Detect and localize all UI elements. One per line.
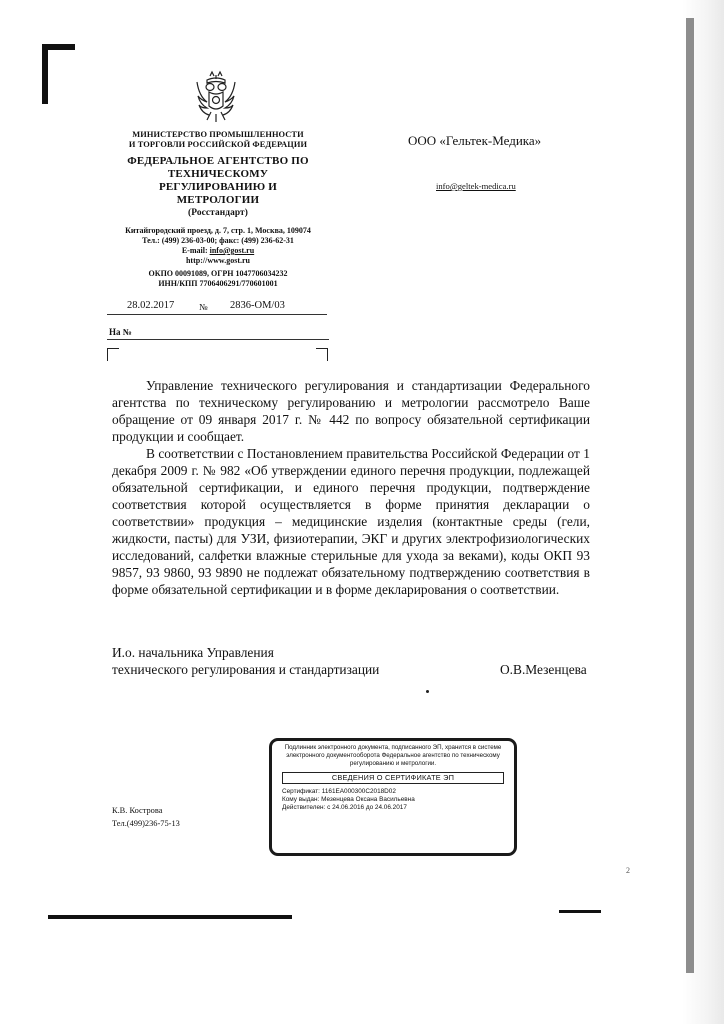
ministry-line-1: МИНИСТЕРСТВО ПРОМЫШЛЕННОСТИ [132,130,304,139]
bottom-scan-line-left [48,915,292,919]
corner-bracket-vertical [42,44,48,104]
stamp-note: Подлинник электронного документа, подписанного ЭП, хранится в системе электронного документооборота Федеральное агентство по техническому регулированию и метрологии. [284,744,502,768]
registration-number: 2836-ОМ/03 [230,300,285,311]
agency-phones: Тел.: (499) 236-03-00; факс: (499) 236-62-31 [142,236,294,245]
speck-mark [426,690,429,693]
electronic-signature-stamp [269,738,517,856]
agency-email-link[interactable]: info@gost.ru [209,246,255,255]
stamp-issued-to-value: Мезенцева Оксана Васильевна [321,796,415,804]
reply-label: На № [109,327,132,337]
agency-okpo: ОКПО 00091089, ОГРН 1047706034232 [148,269,288,278]
corner-bracket-horizontal [42,44,75,50]
bottom-scan-line-right [559,910,601,913]
body-paragraph-1: Управление технического регулирования и стандартизации Федерального агентства по техническому регулированию и метрологии рассмотрело Ваше обращение от 09 января 2017 г. № 442 по вопросу обязательной сертификации продукции и сообщает. [112,378,590,444]
stamp-certificate-value: 1161EA000300C2018D02 [321,787,396,795]
signature-title-line-2: технического регулирования и стандартизации [112,662,380,677]
stamp-issued-to-label: Кому выдан: [282,796,320,804]
reply-underline [107,339,329,340]
stamp-valid-value: с 24.06.2016 до 24.06.2017 [327,804,407,812]
page-mark: 2 [626,866,630,875]
executor-name: К.В. Кострова [112,806,163,815]
stamp-valid-label: Действителен: [282,804,326,812]
stamp-certificate-label: Сертификат: [282,787,320,795]
stamp-valid [282,804,504,812]
scan-edge-bar [686,18,694,973]
agency-inn: ИНН/КПП 7706406291/770601001 [158,279,278,288]
registration-underline [107,314,327,315]
signatory-name: О.В.Мезенцева [500,662,587,677]
agency-line-3: МЕТРОЛОГИИ [176,194,260,206]
agency-line-2: ТЕХНИЧЕСКОМУ РЕГУЛИРОВАНИЮ И [158,168,278,193]
body-paragraph-2: В соответствии с Постановлением правительства Российской Федерации от 1 декабря 2009 г. № 982 «Об утверждении единого перечня продукции, подлежащей обязательной сертификации, и единого перечня продукции, подтверждение соответствия которой осуществляется в форме принятия декларации о соответствии» продукция – медицинские изделия (контактные среды (гели, жидкости, пасты) для УЗИ, физиотерапии, ЭКГ и других электрофизиологических исследований, салфетки влажные стерильные для ухода за веками), коды ОКП 93 9857, 93 9860, 93 9890 не подлежат обязательному подтверждению соответствия в форме обязательной сертификации и в форме декларирования о соответствии. [112,446,590,597]
letterhead-block [118,130,318,289]
agency-short-name: (Росстандарт) [188,208,248,218]
letter-body [112,377,590,598]
addressee-name: ООО «Гельтек-Медика» [408,133,542,148]
signature-title-line-1: И.о. начальника Управления [112,645,274,660]
agency-website-link[interactable]: http://www.gost.ru [185,256,250,265]
ministry-line-2: И ТОРГОВЛИ РОССИЙСКОЙ ФЕДЕРАЦИИ [128,140,308,149]
stamp-certificate [282,788,504,796]
executor-phone: Тел.(499)236-75-13 [112,819,180,828]
addressee-email[interactable]: info@geltek-medica.ru [436,181,516,191]
field-bracket-left [107,348,119,361]
field-bracket-right [316,348,328,361]
coat-of-arms-emblem [193,70,239,124]
agency-email-label: E-mail: [181,246,208,255]
agency-address: Китайгородский проезд, д. 7, стр. 1, Москва, 109074 [125,226,311,235]
agency-line-1: ФЕДЕРАЛЬНОЕ АГЕНТСТВО ПО [127,155,309,167]
registration-number-sign: № [199,302,208,312]
agency-email-line [118,246,318,256]
stamp-title: СВЕДЕНИЯ О СЕРТИФИКАТЕ ЭП [282,772,504,784]
registration-date: 28.02.2017 [127,300,175,311]
